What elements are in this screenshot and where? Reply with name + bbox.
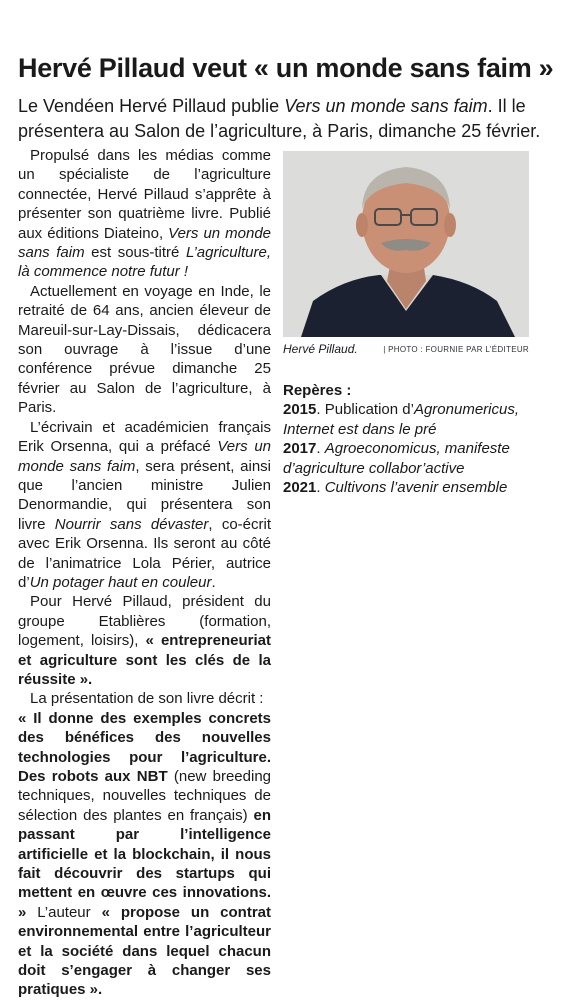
paragraph-6: « Il donne des exemples concrets des bénéfices des nouvelles technologies pour l’agriculture. Des robots aux NBT (new breeding techniques, nouvelles techniques de sélection des plantes en français) en passant par l’intelligence artificielle et la blockchain, il nous fait découvrir des startups qui mettent en œuvre ces innovations. » L’auteur « propose un contrat environnemental entre l’agriculteur et la société dans lequel chacun doit s’engager à changer ses pratiques ». [18,709,272,999]
reperes-title: Repères : [283,382,352,399]
photo-credit: | PHOTO : FOURNIE PAR L’ÉDITEUR [383,345,529,354]
photo-caption: Hervé Pillaud. [283,342,358,356]
repere-2017: 2017. Agroeconomicus, manifeste d’agriculture collabor’active [283,440,510,477]
article-column-right [283,373,529,497]
author-photo [283,151,529,337]
repere-2015: 2015. Publication d’Agronumericus, Internet est dans le pré [283,401,519,438]
paragraph-5: La présentation de son livre décrit : [30,690,264,708]
repere-2021: 2021. Cultivons l’avenir ensemble [283,479,508,497]
article-column-left [18,146,271,1000]
article-lede: Le Vendéen Hervé Pillaud publie Vers un monde sans faim. Il le présentera au Salon de l’agriculture, à Paris, dimanche 25 février. [18,96,541,141]
paragraph-3: L’écrivain et académicien français Erik Orsenna, qui a préfacé Vers un monde sans faim, sera présent, ainsi que l’ancien ministre Julien Denormandie, qui présentera son livre Nourrir sans dévaster, co-écrit avec Erik Orsenna. Ils seront au côté de l’animatrice Lola Périer, autrice d’Un potager haut en couleur. [18,418,272,591]
paragraph-4: Pour Hervé Pillaud, président du groupe Etablières (formation, logement, loisirs), « entrepreneuriat et agriculture sont les clés de la réussite ». [18,593,271,688]
article-headline: Hervé Pillaud veut « un monde sans faim » [18,53,554,83]
paragraph-2: Actuellement en voyage en Inde, le retraité de 64 ans, ancien éleveur de Mareuil-sur-Lay-Dissais, dédicacera son ouvrage à l’issue d’une conférence prévue dimanche 25 février au Salon de l’agriculture, à Paris. [18,282,271,417]
paragraph-1: Propulsé dans les médias comme un spécialiste de l’agriculture connectée, Hervé Pillaud s’apprête à présenter son quatrième livre. Publié aux éditions Diateino, Vers un monde sans faim est sous-titré L’agriculture, là commence notre futur ! [18,147,272,281]
